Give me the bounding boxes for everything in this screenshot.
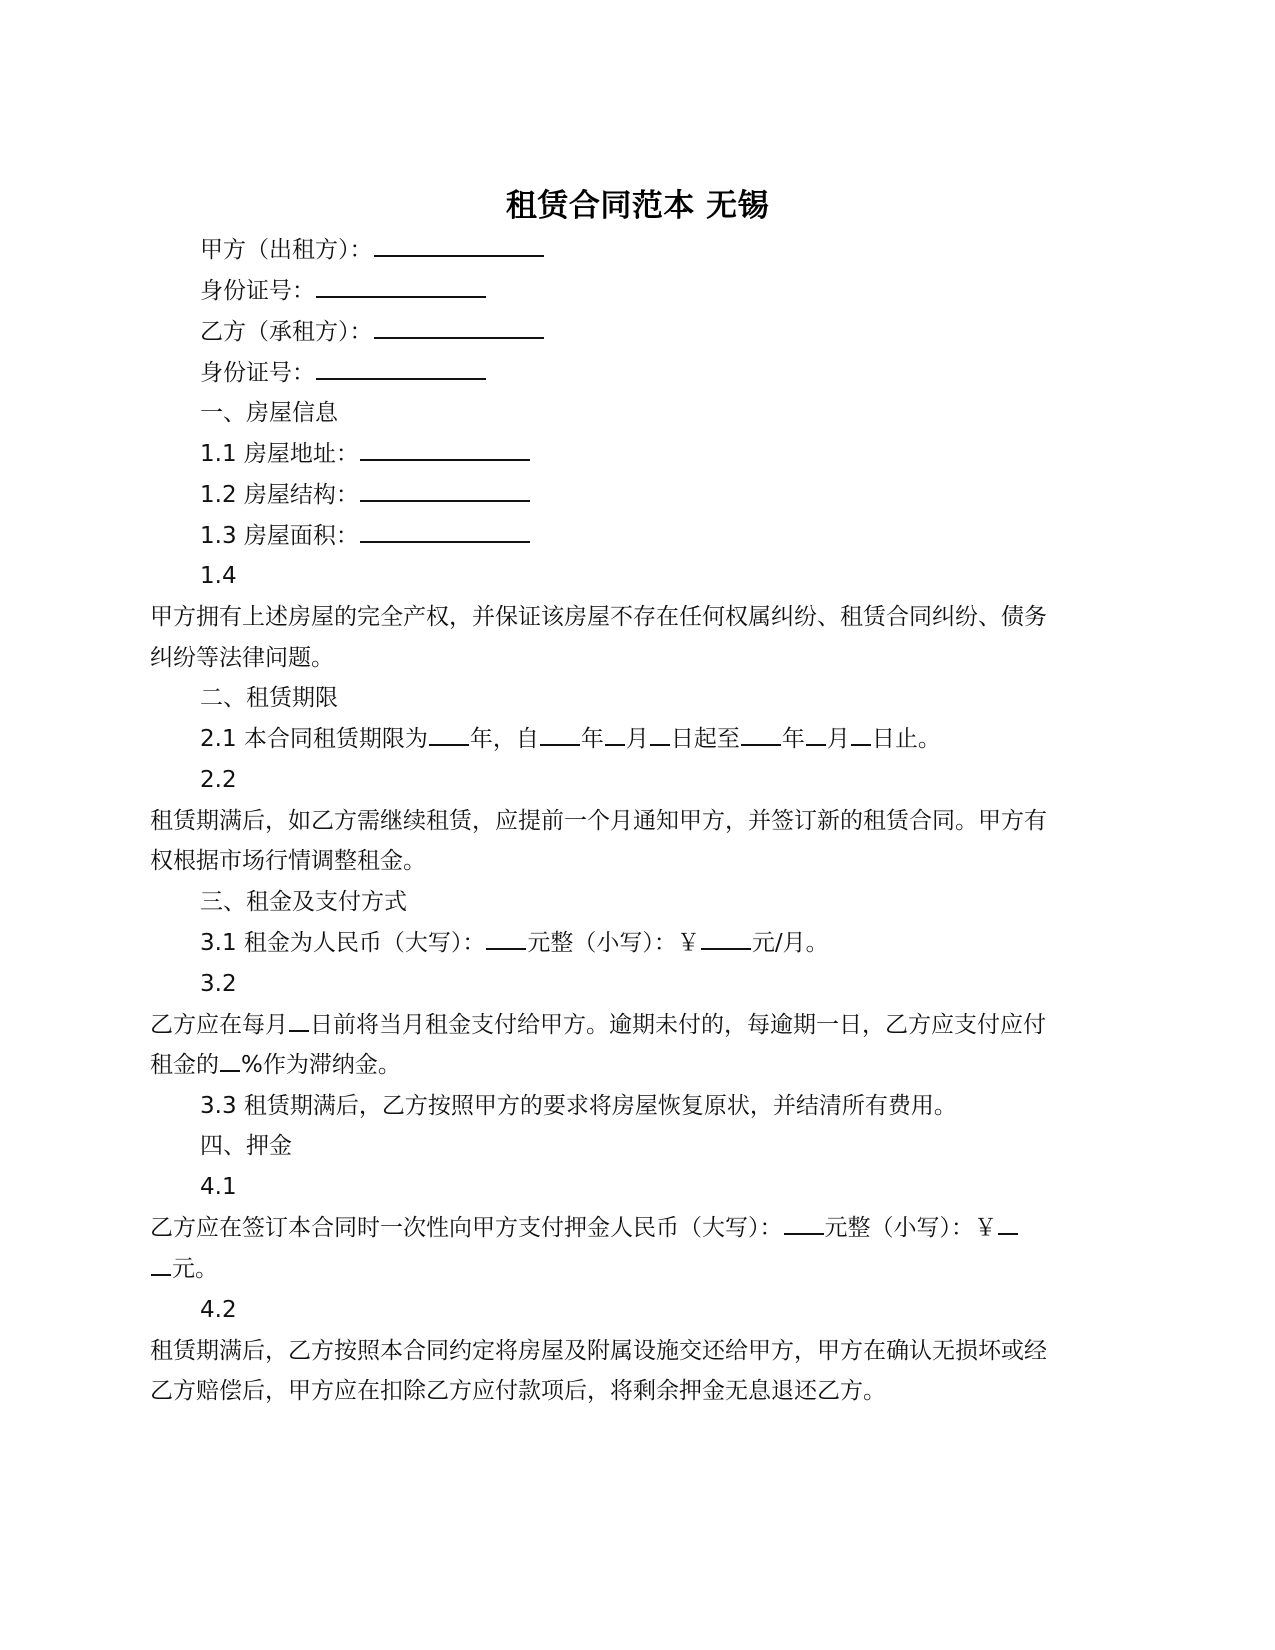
item-1-4-number: 1.4 [200, 563, 237, 589]
end-year-blank[interactable] [741, 724, 781, 746]
end-month-blank[interactable] [806, 724, 826, 746]
party-b-label: 乙方（承租方）： [200, 319, 373, 345]
party-a-label: 甲方（出租方）： [200, 237, 373, 263]
address-blank[interactable] [360, 439, 530, 461]
item-3-2-text: 乙方应在每月 [150, 1012, 288, 1038]
item-1-2 [200, 480, 531, 510]
item-1-4-text-line2: 纠纷等法律问题。 [150, 645, 334, 671]
document-title: 租赁合同范本 无锡 [505, 188, 770, 224]
item-4-1-line1 [150, 1213, 1019, 1243]
item-2-1-text: 年 [580, 726, 604, 752]
structure-blank[interactable] [360, 480, 530, 502]
item-1-3 [200, 521, 531, 551]
party-b-id-line [200, 358, 487, 388]
item-4-1-text: 元整（小写）：￥ [824, 1215, 997, 1241]
party-a-id-label: 身份证号： [200, 278, 315, 304]
deposit-amount-blank[interactable] [998, 1213, 1018, 1235]
item-2-1-text: 月 [625, 726, 649, 752]
item-1-4-text-line1: 甲方拥有上述房屋的完全产权，并保证该房屋不存在任何权属纠纷、租赁合同纠纷、债务 [150, 604, 1047, 630]
party-b-blank[interactable] [374, 317, 544, 339]
section2-heading: 二、租赁期限 [200, 685, 338, 711]
item-3-2-text: 日前将当月租金支付给甲方。逾期未付的，每逾期一日，乙方应支付应付 [310, 1012, 1046, 1038]
item-4-1-text: 元。 [172, 1256, 218, 1282]
item-3-1-text: 元整（小写）：￥ [527, 930, 700, 956]
item-3-2-line1 [150, 1010, 1046, 1040]
section1-heading: 一、房屋信息 [200, 400, 338, 426]
deposit-uppercase-blank[interactable] [784, 1213, 824, 1235]
item-1-3-label: 1.3 房屋面积： [200, 523, 359, 549]
start-year-blank[interactable] [540, 724, 580, 746]
item-4-1-text: 乙方应在签订本合同时一次性向甲方支付押金人民币（大写）： [150, 1215, 783, 1241]
item-2-2-number: 2.2 [200, 767, 237, 793]
item-4-2-text-line1: 租赁期满后，乙方按照本合同约定将房屋及附属设施交还给甲方，甲方在确认无损坏或经 [150, 1338, 1047, 1364]
item-1-1 [200, 439, 531, 469]
deposit-amount-blank-cont[interactable] [151, 1254, 171, 1276]
item-3-2-text: 租金的 [150, 1052, 219, 1078]
item-2-1-text: 2.1 本合同租赁期限为 [200, 726, 428, 752]
item-4-2-text-line2: 乙方赔偿后，甲方应在扣除乙方应付款项后，将剩余押金无息退还乙方。 [150, 1378, 886, 1404]
item-3-2-number: 3.2 [200, 971, 237, 997]
item-3-2-text: %作为滞纳金。 [241, 1052, 401, 1078]
item-3-1-text: 3.1 租金为人民币（大写）： [200, 930, 486, 956]
item-2-1-text: 年 [781, 726, 805, 752]
item-4-1-line2 [150, 1254, 218, 1284]
item-1-1-label: 1.1 房屋地址： [200, 441, 359, 467]
item-1-2-label: 1.2 房屋结构： [200, 482, 359, 508]
start-month-blank[interactable] [605, 724, 625, 746]
party-a-blank[interactable] [374, 235, 544, 257]
area-blank[interactable] [360, 521, 530, 543]
item-2-1 [200, 724, 941, 754]
end-day-blank[interactable] [851, 724, 871, 746]
party-b-id-label: 身份证号： [200, 360, 315, 386]
item-2-1-text: 月 [826, 726, 850, 752]
item-2-1-text: 日止。 [871, 726, 941, 752]
section4-heading: 四、押金 [200, 1133, 292, 1159]
late-fee-percent-blank[interactable] [220, 1050, 240, 1072]
item-2-1-text: 年，自 [469, 726, 539, 752]
item-3-1 [200, 928, 829, 958]
item-2-1-text: 日起至 [670, 726, 740, 752]
party-a-line [200, 235, 545, 265]
section3-heading: 三、租金及支付方式 [200, 889, 407, 915]
item-3-2-line2 [150, 1050, 401, 1080]
rent-uppercase-blank[interactable] [486, 928, 526, 950]
item-4-2-number: 4.2 [200, 1297, 237, 1323]
term-years-blank[interactable] [429, 724, 469, 746]
start-day-blank[interactable] [650, 724, 670, 746]
item-2-2-text-line2: 权根据市场行情调整租金。 [150, 848, 426, 874]
party-b-line [200, 317, 545, 347]
payment-day-blank[interactable] [289, 1010, 309, 1032]
party-b-id-blank[interactable] [316, 358, 486, 380]
item-2-2-text-line1: 租赁期满后，如乙方需继续租赁，应提前一个月通知甲方，并签订新的租赁合同。甲方有 [150, 808, 1047, 834]
rent-amount-blank[interactable] [701, 928, 751, 950]
item-3-3: 3.3 租赁期满后，乙方按照甲方的要求将房屋恢复原状，并结清所有费用。 [200, 1093, 957, 1119]
item-4-1-number: 4.1 [200, 1174, 237, 1200]
party-a-id-line [200, 276, 487, 306]
item-3-1-text: 元/月。 [751, 930, 829, 956]
party-a-id-blank[interactable] [316, 276, 486, 298]
